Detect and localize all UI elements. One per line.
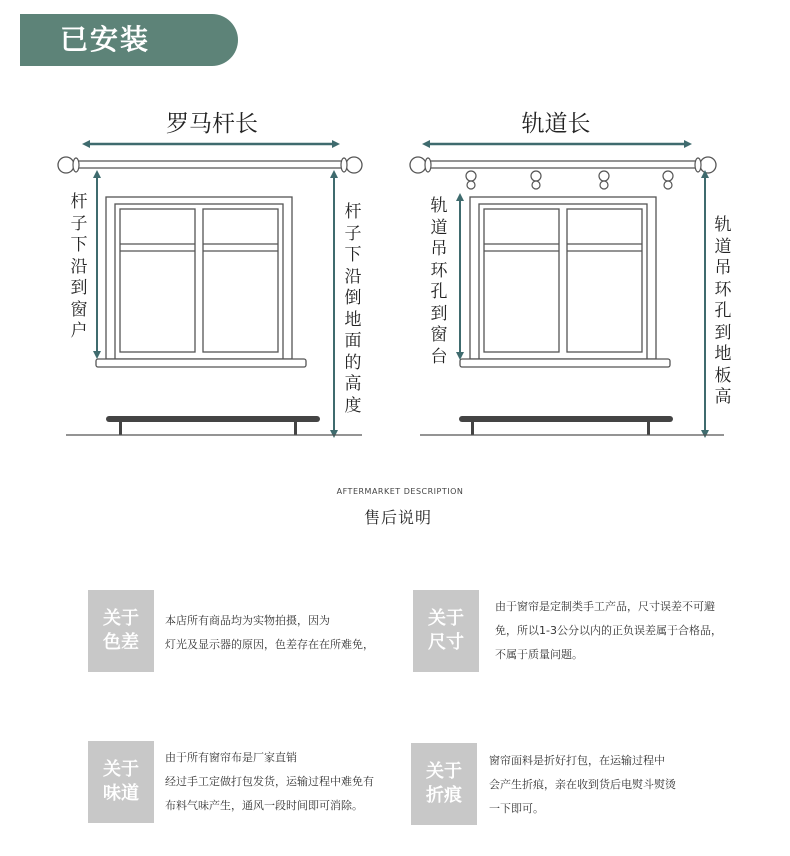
right-bench: [459, 416, 673, 435]
size-text: 由于窗帘是定制类手工产品，尺寸误差不可避 免，所以1-3公分以内的正负误差属于合格品， 不属于质量问题。: [495, 600, 722, 661]
banner-title: 已安装: [60, 23, 151, 56]
curtain-track: [410, 157, 716, 173]
left-label-rod-to-floor: 杆子下沿倒地面的高度: [344, 202, 362, 416]
left-diagram: [58, 111, 362, 435]
right-diagram: [410, 111, 724, 435]
aftermarket-subtitle: AFTERMARKET DESCRIPTION: [336, 487, 464, 496]
left-bench: [106, 416, 320, 435]
roman-rod: [58, 157, 362, 173]
smell-tag: 关于 味道: [88, 741, 154, 823]
right-label-ring-to-floor: 轨道吊环孔到地板高: [714, 215, 732, 407]
left-title: 罗马杆长: [166, 111, 258, 137]
color-diff-text: 本店所有商品均为实物拍摄，因为 灯光及显示器的原因，色差存在在所难免，: [165, 614, 374, 651]
smell-text: 由于所有窗帘布是厂家直销 经过手工定做打包发货，运输过程中难免有 布料气味产生，通风一段时间即可消除。: [165, 751, 374, 812]
color-diff-tag: 关于 色差: [88, 590, 154, 672]
left-label-rod-to-window: 杆子下沿到窗户: [70, 192, 88, 341]
right-window: [460, 197, 670, 367]
right-label-ring-to-sill: 轨道吊环孔到窗台: [430, 196, 448, 367]
left-window: [96, 197, 306, 367]
aftersales-title: 售后说明: [363, 508, 432, 527]
size-tag: 关于 尺寸: [413, 590, 479, 672]
crease-tag: 关于 折痕: [411, 743, 477, 825]
crease-text: 窗帘面料是折好打包，在运输过程中 会产生折痕，亲在收到货后电熨斗熨烫 一下即可。: [489, 754, 676, 815]
right-title: 轨道长: [521, 111, 591, 137]
track-rings: [466, 171, 673, 189]
